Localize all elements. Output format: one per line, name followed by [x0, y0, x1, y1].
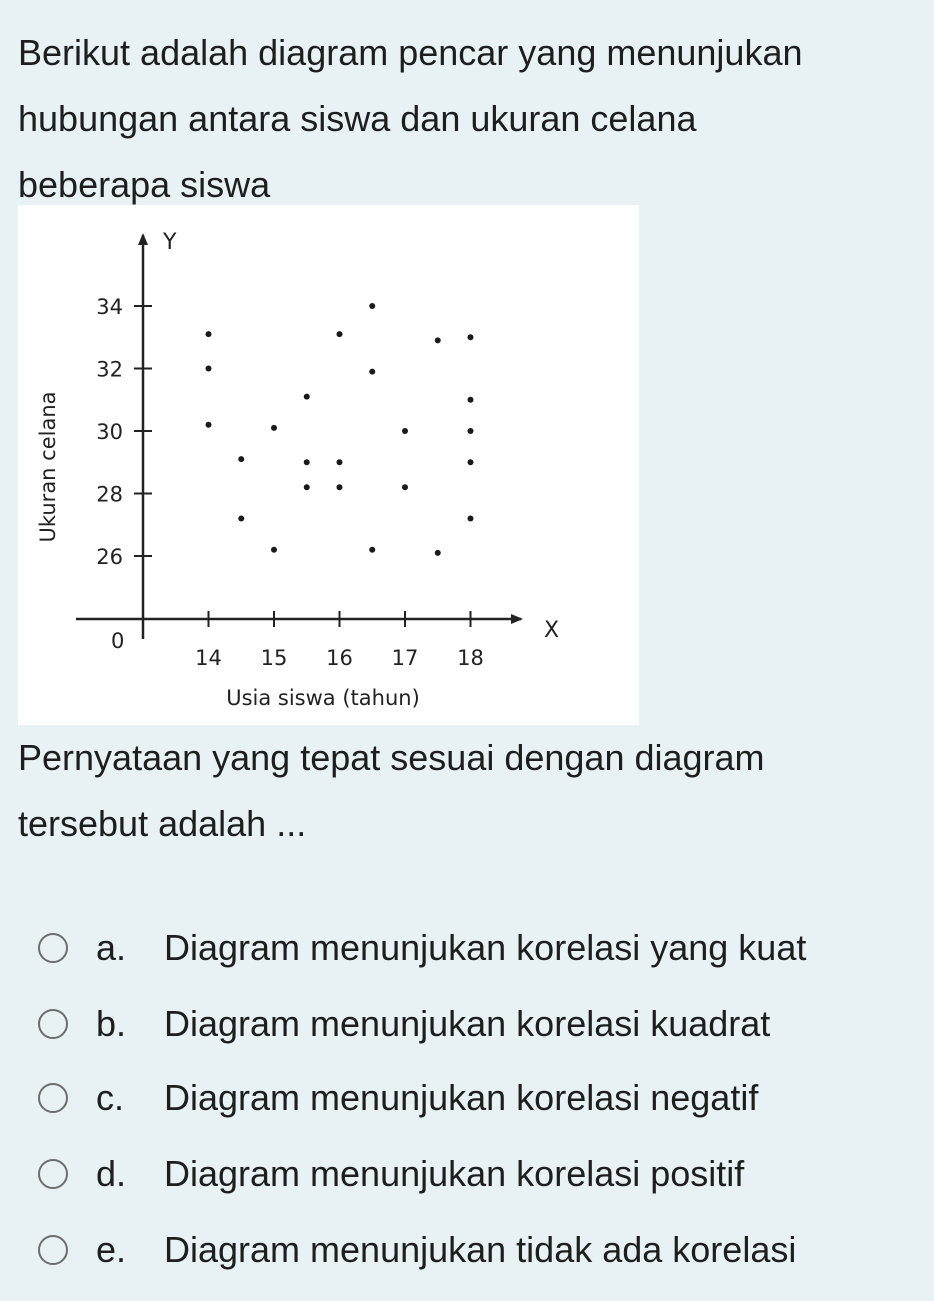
option-d-text: Diagram menunjukan korelasi positif — [164, 1153, 745, 1194]
scatter-point — [304, 394, 310, 400]
y-axis-letter: Y — [163, 230, 177, 255]
scatter-point — [468, 334, 474, 340]
scatter-point — [468, 428, 474, 434]
scatter-point — [206, 331, 212, 337]
y-axis-title: Ukuran celana — [36, 391, 60, 543]
scatter-point — [238, 516, 244, 522]
scatter-point — [468, 459, 474, 465]
option-b-text: Diagram menunjukan korelasi kuadrat — [164, 1003, 771, 1044]
radio-b[interactable] — [38, 1009, 68, 1039]
x-axis-letter: X — [544, 618, 560, 643]
option-a[interactable] — [38, 918, 918, 978]
question-text — [18, 20, 918, 218]
option-c[interactable] — [38, 1068, 918, 1128]
option-a-letter: a. — [96, 927, 127, 968]
x-tick-label: 14 — [195, 646, 222, 670]
scatter-point — [435, 337, 441, 343]
scatter-point — [337, 484, 343, 490]
radio-e[interactable] — [38, 1235, 68, 1265]
option-c-letter: c. — [96, 1077, 125, 1118]
scatter-point — [337, 331, 343, 337]
y-tick-label: 26 — [96, 545, 123, 569]
radio-d[interactable] — [38, 1159, 68, 1189]
scatter-point — [271, 547, 277, 553]
option-d[interactable] — [38, 1144, 918, 1204]
scatter-point — [337, 459, 343, 465]
question-line-2: hubungan antara siswa dan ukuran celana — [18, 98, 697, 139]
prompt-line-2: tersebut adalah ... — [18, 803, 307, 844]
option-b[interactable] — [38, 994, 918, 1054]
scatter-chart — [18, 205, 639, 725]
y-tick-label: 32 — [96, 357, 123, 382]
option-e-text: Diagram menunjukan tidak ada korelasi — [164, 1229, 797, 1270]
scatter-point — [206, 422, 212, 428]
scatter-point — [468, 397, 474, 403]
x-axis-title: Usia siswa (tahun) — [226, 686, 420, 710]
prompt-text — [18, 725, 918, 857]
scatter-plot-svg — [18, 205, 639, 725]
scatter-point — [304, 484, 310, 490]
option-c-text: Diagram menunjukan korelasi negatif — [164, 1077, 759, 1118]
x-tick-label: 17 — [391, 646, 419, 670]
scatter-point — [402, 484, 408, 490]
question-line-3: beberapa siswa — [18, 164, 271, 205]
option-b-letter: b. — [96, 1003, 127, 1044]
scatter-point — [304, 459, 310, 465]
x-tick-label: 15 — [260, 646, 288, 670]
y-tick-label: 30 — [96, 420, 123, 444]
x-tick-label: 18 — [457, 646, 484, 670]
scatter-point — [271, 425, 277, 431]
radio-c[interactable] — [38, 1083, 68, 1113]
scatter-point — [238, 456, 244, 462]
scatter-point — [369, 303, 375, 309]
option-e-letter: e. — [96, 1229, 127, 1270]
option-d-letter: d. — [96, 1153, 127, 1194]
scatter-point — [369, 547, 375, 553]
radio-a[interactable] — [38, 933, 68, 963]
points-layer — [206, 303, 474, 556]
scatter-point — [206, 366, 212, 372]
scatter-point — [468, 516, 474, 522]
scatter-point — [369, 369, 375, 375]
x-tick-label: 16 — [326, 646, 353, 670]
origin-label: 0 — [111, 629, 125, 653]
scatter-point — [402, 428, 408, 434]
ticks-layer — [96, 295, 484, 670]
scatter-point — [435, 550, 441, 556]
option-e[interactable] — [38, 1220, 918, 1280]
y-tick-label: 28 — [96, 482, 123, 507]
prompt-line-1: Pernyataan yang tepat sesuai dengan diagram — [18, 737, 765, 778]
option-a-text: Diagram menunjukan korelasi yang kuat — [164, 927, 807, 968]
y-tick-label: 34 — [96, 295, 123, 319]
question-line-1: Berikut adalah diagram pencar yang menunjukan — [18, 32, 803, 73]
